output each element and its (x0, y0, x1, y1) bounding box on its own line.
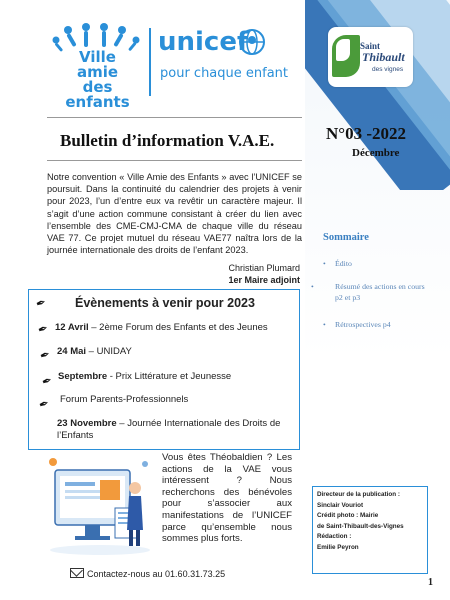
unicef-globe-icon (238, 28, 266, 56)
unicef-tagline: pour chaque enfant (160, 66, 289, 81)
unicef-wordmark: unicef (158, 27, 249, 57)
pushpin-icon: ✒ (35, 320, 51, 338)
envelope-icon (70, 568, 84, 578)
events-title: Évènements à venir pour 2023 (75, 296, 255, 310)
signer-name: Christian Plumard (228, 263, 300, 273)
sommaire-item[interactable]: • Rétrospectives p4 (323, 320, 391, 329)
event-item: 24 Mai – UNIDAY (57, 346, 132, 357)
volunteer-illustration (45, 450, 155, 558)
event-item: 12 Avril – 2ème Forum des Enfants et des Jeunes (55, 322, 268, 333)
sommaire-title: Sommaire (323, 232, 369, 243)
pushpin-icon: ✒ (36, 395, 52, 413)
signer-role: 1er Maire adjoint (228, 275, 300, 285)
sommaire-item[interactable]: • Édito (323, 259, 352, 268)
page-number: 1 (428, 577, 433, 588)
publication-credits: Directeur de la publication : Sinclair Vouriot Crédit photo : Mairie de Saint-Thibault-des-Vignes Rédaction : Emilie Peyron (312, 486, 428, 574)
editorial-text: Notre convention « Ville Amie des Enfants » avec l’UNICEF se poursuit. Dans la continuité du calendrier des projets à venir pour 2023, l’un d’entre eux va revêtir un caractère majeur. Il s’agit d’une action commune consistant à créer du lien avec l’ensemble des CME-CMJ-CMA de chaque ville du réseau VAE 77. Ce projet mutuel du réseau VAE77 naîtra lors de la journée internationale des droits de l’enfant 2023. (47, 172, 302, 256)
title-rule-bottom (47, 160, 302, 161)
logo-divider (149, 28, 151, 96)
sommaire-item[interactable]: • Résumé des actions en cours p2 et p3 (311, 282, 425, 302)
saint-thibault-logo: Saint Thibault des vignes (328, 27, 413, 87)
pushpin-icon: ✒ (39, 372, 55, 390)
pushpin-icon: ✒ (37, 346, 53, 364)
event-item: 23 Novembre – Journée Internationale des Droits de l’Enfants (57, 418, 281, 441)
volunteer-call-text: Vous êtes Théobaldien ? Les actions de la VAE vous intéressent ? Nous recherchons des bénévoles pour s’associer aux manifestations de l’UNICEF parce qu’ensemble nous sommes plus forts. (162, 452, 292, 545)
pushpin-icon: ✒ (33, 294, 49, 312)
bulletin-title: Bulletin d’information V.A.E. (60, 131, 275, 150)
issue-number: N°03 -2022 (326, 124, 406, 143)
vae-logo-text: Ville amie des enfants (65, 48, 130, 111)
signature (150, 262, 300, 286)
title-rule-top (47, 117, 302, 118)
issue-month: Décembre (352, 147, 400, 159)
event-item: Forum Parents-Professionnels (60, 394, 189, 405)
contact-line: Contactez-nous au 01.60.31.73.25 (70, 568, 225, 579)
event-item: Septembre - Prix Littérature et Jeunesse (58, 371, 232, 382)
